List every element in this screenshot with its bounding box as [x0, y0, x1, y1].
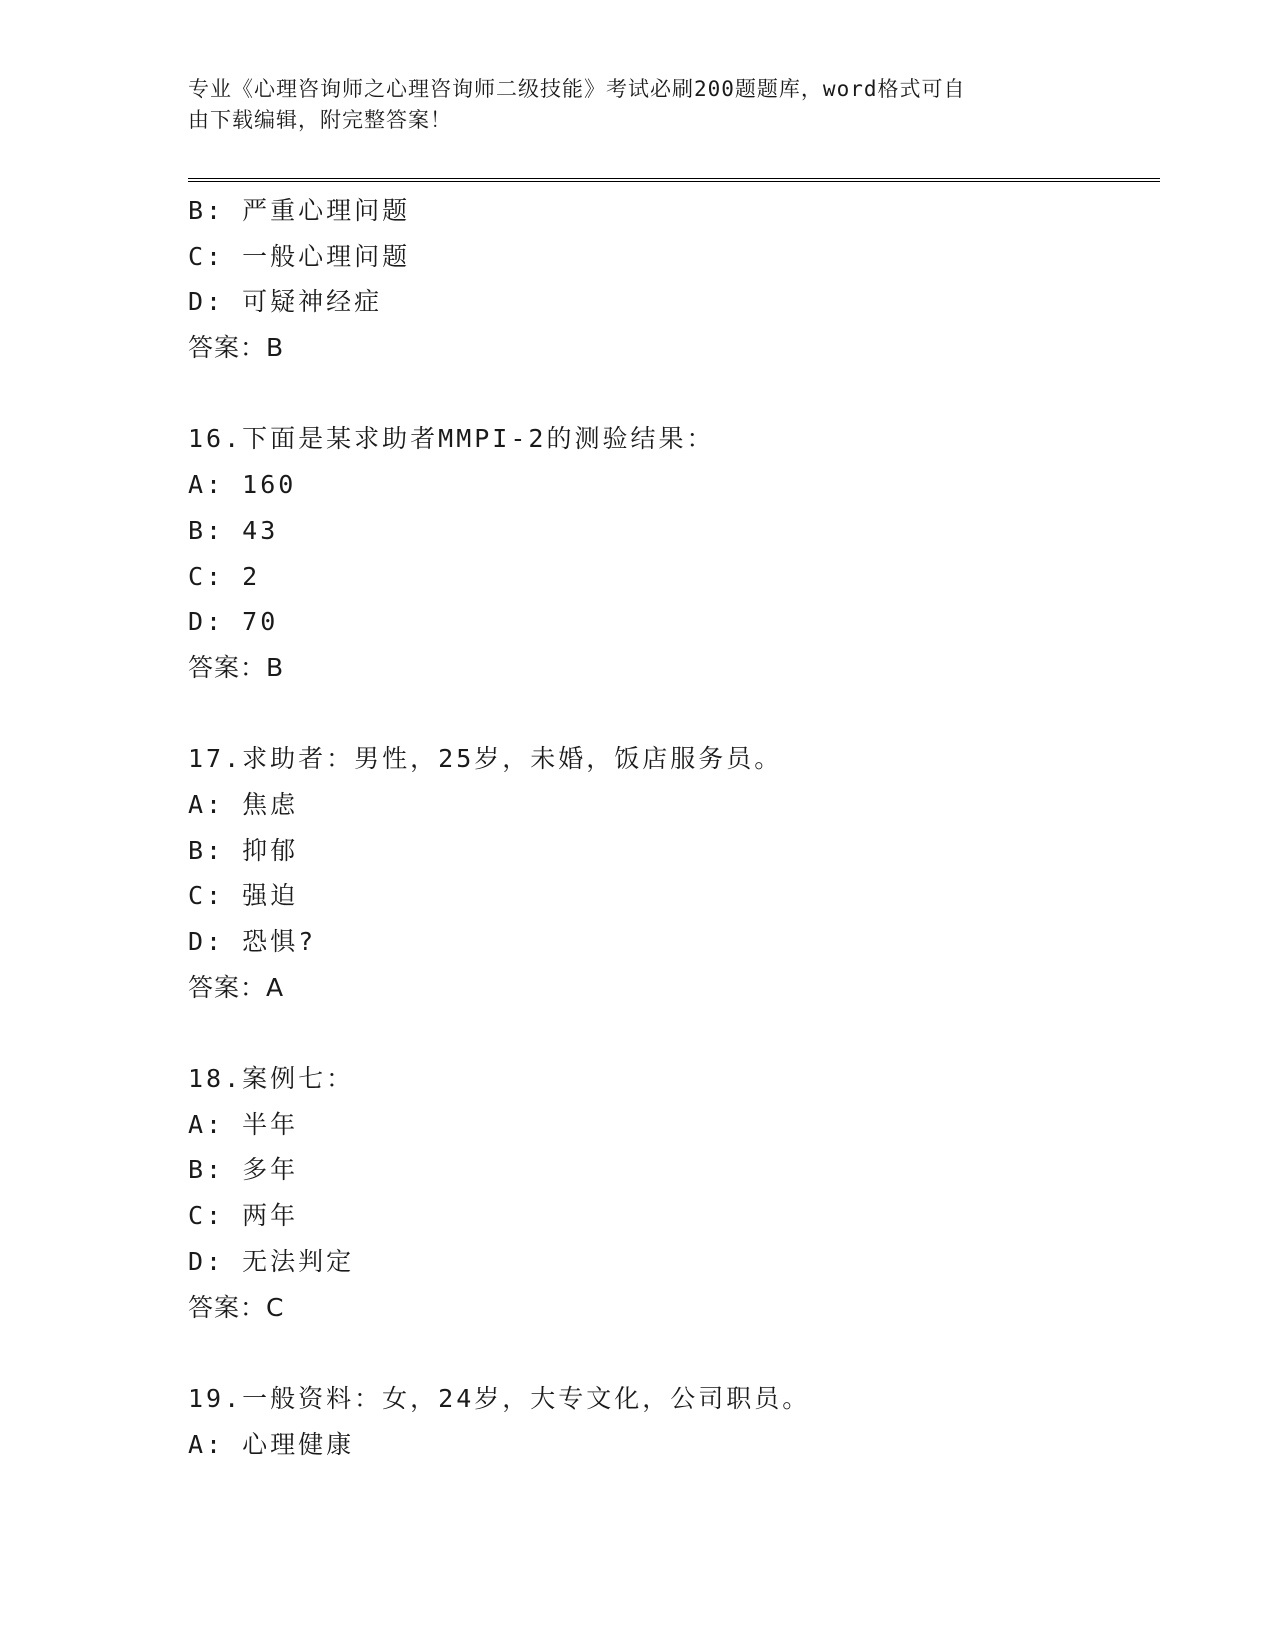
option-line: D: 可疑神经症 — [188, 287, 383, 317]
question-line: 19.一般资料：女，24岁，大专文化，公司职员。 — [188, 1383, 811, 1413]
option-line: C: 2 — [188, 561, 261, 591]
answer-line: 答案：B — [188, 652, 285, 682]
answer-line: 答案：C — [188, 1292, 285, 1322]
question-gap — [188, 371, 1160, 417]
header-text-line2: 由下载编辑，附完整答案！ — [188, 108, 452, 132]
answer-line: 答案：B — [188, 333, 285, 363]
question-line: 17.求助者：男性，25岁，未婚，饭店服务员。 — [188, 744, 783, 774]
option-line: D: 恐惧? — [188, 927, 317, 956]
question-line: 18.案例七： — [188, 1064, 355, 1094]
question-list — [188, 188, 1160, 1467]
option-line: A: 半年 — [188, 1109, 299, 1139]
option-line: A: 160 — [188, 470, 297, 500]
option-line: C: 强迫 — [188, 881, 299, 911]
document-header — [188, 74, 1088, 136]
option-line: B: 43 — [188, 515, 279, 545]
option-line: C: 两年 — [188, 1201, 299, 1231]
option-line: B: 抑郁 — [188, 835, 299, 865]
answer-line: 答案：A — [188, 972, 285, 1002]
question-line: 16.下面是某求助者MMPI-2的测验结果： — [188, 424, 715, 454]
option-line: A: 心理健康 — [188, 1429, 355, 1459]
header-divider — [188, 178, 1160, 182]
option-line: D: 70 — [188, 607, 279, 637]
option-line: C: 一般心理问题 — [188, 241, 411, 271]
question-gap — [188, 691, 1160, 737]
option-line: B: 多年 — [188, 1155, 299, 1185]
option-line: B: 严重心理问题 — [188, 196, 411, 225]
option-line: A: 焦虑 — [188, 789, 299, 819]
question-gap — [188, 1010, 1160, 1056]
option-line: D: 无法判定 — [188, 1246, 355, 1276]
question-gap — [188, 1330, 1160, 1376]
header-text-line1: 专业《心理咨询师之心理咨询师二级技能》考试必刷200题题库，word格式可自 — [188, 77, 966, 101]
